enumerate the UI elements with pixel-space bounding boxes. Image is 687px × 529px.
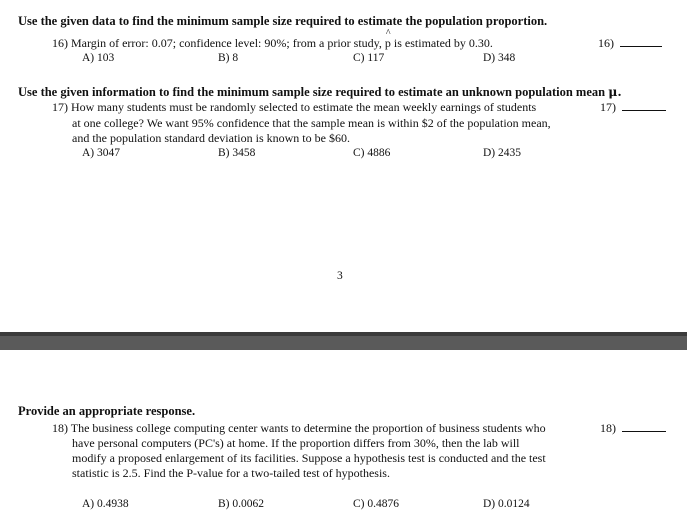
q16-option-d[interactable]: D) 348	[483, 52, 516, 64]
section2-heading: Use the given information to find the minimum sample size required to estimate an unknown population mean μ.	[18, 84, 622, 99]
page-number: 3	[337, 270, 343, 282]
p-hat-symbol: ^ p	[385, 36, 391, 51]
q16-suffix: is estimated by 0.30.	[390, 36, 493, 50]
question-18-line1: 18) The business college computing center wants to determine the proportion of business students who	[52, 421, 546, 435]
question-18-line3: modify a proposed enlargement of its facilities. Suppose a hypothesis test is conducted and the test	[72, 451, 546, 465]
question-17-line3: and the population standard deviation is known to be $60.	[72, 131, 350, 145]
q16-option-b[interactable]: B) 8	[218, 52, 239, 64]
q16-prefix: 16) Margin of error: 0.07; confidence level: 90%; from a prior study,	[52, 36, 385, 50]
q18-option-d[interactable]: D) 0.0124	[483, 498, 530, 510]
question-18-line4: statistic is 2.5. Find the P-value for a two-tailed test of hypothesis.	[72, 466, 390, 480]
question-18-line2: have personal computers (PC's) at home. If the proportion differs from 30%, then the lab will	[72, 436, 520, 450]
q18-option-b[interactable]: B) 0.0062	[218, 498, 264, 510]
answer-number-17: 17)	[600, 100, 666, 115]
q18-option-a[interactable]: A) 0.4938	[82, 498, 129, 510]
q16-option-a[interactable]: A) 103	[82, 52, 115, 64]
mu-symbol: μ.	[608, 84, 622, 99]
q16-option-c[interactable]: C) 117	[353, 52, 385, 64]
question-17-line2: at one college? We want 95% confidence that the sample mean is within $2 of the population mean,	[72, 116, 551, 130]
answer-blank-18[interactable]	[622, 421, 666, 432]
section3-heading: Provide an appropriate response.	[18, 404, 196, 418]
q17-option-c[interactable]: C) 4886	[353, 147, 391, 159]
page-break-divider	[0, 332, 687, 350]
q18-option-c[interactable]: C) 0.4876	[353, 498, 399, 510]
answer-blank-17[interactable]	[622, 100, 666, 111]
answer-number-18: 18)	[600, 421, 666, 436]
answer-number-16: 16)	[598, 36, 662, 51]
section1-heading: Use the given data to find the minimum sample size required to estimate the population proportion.	[18, 14, 548, 28]
q17-option-d[interactable]: D) 2435	[483, 147, 522, 159]
answer-blank-16[interactable]	[620, 36, 662, 47]
q17-option-b[interactable]: B) 3458	[218, 147, 256, 159]
question-16-text	[52, 36, 493, 51]
question-17-line1: 17) How many students must be randomly selected to estimate the mean weekly earnings of students	[52, 100, 537, 114]
q17-option-a[interactable]: A) 3047	[82, 147, 121, 159]
